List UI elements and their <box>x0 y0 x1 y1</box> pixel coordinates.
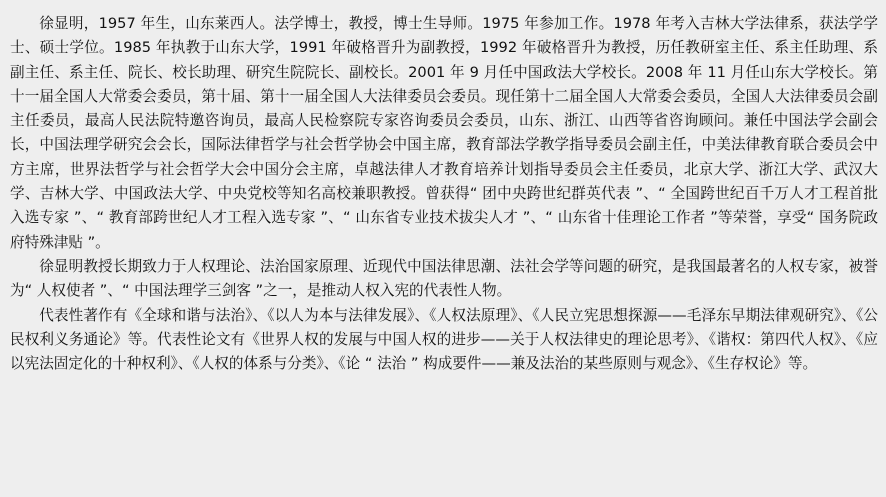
biography-paragraph: 徐显明，1957 年生，山东莱西人。法学博士，教授，博士生导师。1975 年参加工作。1978 年考入吉林大学法律系，获法学学士、硕士学位。1985 年执教于山东大学，1991 年破格晋升为副教授，1992 年破格晋升为教授，历任教研室主任、系主任助理、系副主任、系主任、院长、校长助理、研究生院院长、副校长。2001 年 9 月任中国政法大学校长。2008 年 11 月任山东大学校长。第十一届全国人大常委会委员，第十届、第十一届全国人大法律委员会委员。现任第十二届全国人大常委会委员，全国人大法律委员会副主任委员，最高人民法院特邀咨询员，最高人民检察院专家咨询委员会委员，山东、浙江、山西等省咨询顾问。兼任中国法学会副会长，中国法理学研究会会长，国际法律哲学与社会哲学协会中国主席，教育部法学教学指导委员会副主任，中美法律教育联合委员会中方主席，世界法哲学与社会哲学大会中国分会主席，卓越法律人才教育培养计划指导委员会主任委员，北京大学、浙江大学、武汉大学、吉林大学、中国政法大学、中央党校等知名高校兼职教授。曾获得“ 团中央跨世纪群英代表 ”、“ 全国跨世纪百千万人才工程首批入选专家 ”、“ 教育部跨世纪人才工程入选专家 ”、“ 山东省专业技术拔尖人才 ”、“ 山东省十佳理论工作者 ”等荣誉，享受“ 国务院政府特殊津贴 ”。 <box>10 15 878 251</box>
publications-paragraph: 代表性著作有《全球和谐与法治》、《以人为本与法律发展》、《人权法原理》、《人民立宪思想探源——毛泽东早期法律观研究》、《公民权利义务通论》等。代表性论文有《世界人权的发展与中国人权的进步——关于人权法律史的理论思考》、《谐权：第四代人权》、《应以宪法固定化的十种权利》、《人权的体系与分类》、《论 “ 法治 ” 构成要件——兼及法治的某些原则与观念》、《生存权论》等。 <box>10 306 878 373</box>
research-paragraph: 徐显明教授长期致力于人权理论、法治国家原理、近现代中国法律思潮、法社会学等问题的研究，是我国最著名的人权专家，被誉为“ 人权使者 ”、“ 中国法理学三剑客 ”之一，是推动人权入宪的代表性人物。 <box>10 257 878 300</box>
